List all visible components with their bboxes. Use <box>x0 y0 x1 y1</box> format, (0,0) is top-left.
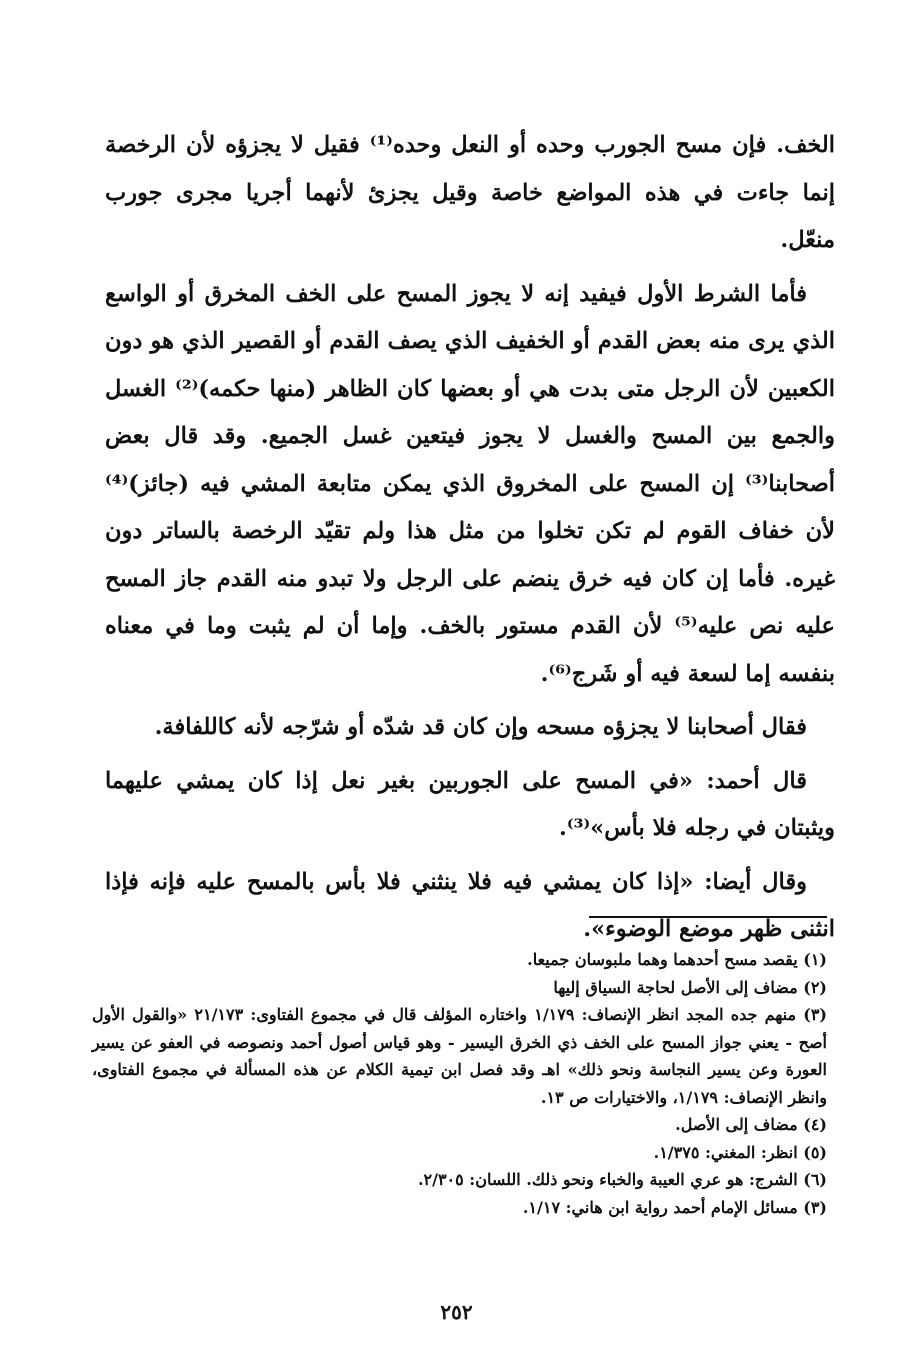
paragraph-5: وقال أيضا: «إذا كان يمشي فيه فلا ينثني فلا بأس بالمسح عليه فإنه فإذا انثنى ظهر موضع الوضوء». <box>105 868 835 942</box>
main-text <box>105 122 835 960</box>
footnote-7: (٣) مسائل الإمام أحمد رواية ابن هاني: ١/١٧. <box>522 1197 827 1217</box>
footnote-4: (٤) مضاف إلى الأصل. <box>675 1115 827 1134</box>
footnote-6: (٦) الشرج: هو عري العيبة والخباء ونحو ذلك. اللسان: ٢/٣٠٥. <box>417 1170 827 1189</box>
footnote-2: (٢) مضاف إلى الأصل لحاجة السياق إليها <box>553 977 827 997</box>
paragraph-4: قال أحمد: «في المسح على الجوربين بغير نعل إذا كان يمشي عليهما ويثبتان في رجله فلا بأس»⁽³⁾. <box>105 767 835 841</box>
footnote-5: (٥) انظر: المغني: ١/٣٧٥. <box>653 1142 827 1162</box>
paragraph-2: فأما الشرط الأول فيفيد إنه لا يجوز المسح على الخف المخرق أو الواسع الذي يرى منه بعض القدم أو الخفيف الذي يصف القدم أو القصير الذي هو دون الكعبين لأن الرجل متى بدت هي أو بعضها كان الظاهر (منها حكمه)⁽²⁾ الغسل والجمع بين المسح والغسل لا يجوز فيتعين غسل الجميع. وقد قال بعض أصحابنا⁽³⁾ إن المسح على المخروق الذي يمكن متابعة المشي فيه (جائز)⁽⁴⁾ لأن خفاف القوم لم تكن تخلوا من مثل هذا ولم تقيّد الرخصة بالساتر دون غيره. فأما إن كان فيه خرق ينضم على الرجل ولا تبدو منه القدم جاز المسح عليه نص عليه⁽⁵⁾ لأن القدم مستور بالخف. وإما أن لم يثبت وما في معناه بنفسه إما لسعة فيه أو شَرج⁽⁶⁾. <box>105 280 836 687</box>
footnote-3: (٣) منهم جده المجد انظر الإنصاف: ١/١٧٩ واختاره المؤلف قال في مجموع الفتاوى: ٢١/١٧٣ «والقول الأول أصح - يعني جواز المسح على الخف ذي الخرق اليسير - وهو قياس أصول أحمد ونصوصه في العفو عن يسير العورة وعن يسير النجاسة ونحو ذلك» اهـ وقد فصل ابن تيمية الكلام عن هذه المسألة في مجموع الفتاوى، وانظر الإنصاف: ١/١٧٩، والاختيارات ص ١٣. <box>92 1005 827 1107</box>
footnotes <box>92 946 827 1221</box>
paragraph-3: فقال أصحابنا لا يجزؤه مسحه وإن كان قد شدّه أو شرّجه لأنه كاللفافة. <box>154 714 807 740</box>
footnote-separator <box>589 916 827 918</box>
footnote-1: (١) يقصد مسح أحدهما وهما ملبوسان جميعا. <box>527 950 827 969</box>
page-number: ٢٥٢ <box>440 1300 473 1324</box>
paragraph-1: الخف. فإن مسح الجورب وحده أو النعل وحده⁽¹⁾ فقيل لا يجزؤه لأن الرخصة إنما جاءت في هذه المواضع خاصة وقيل يجزئ لأنهما أجريا مجرى جورب منعّل. <box>105 132 835 253</box>
